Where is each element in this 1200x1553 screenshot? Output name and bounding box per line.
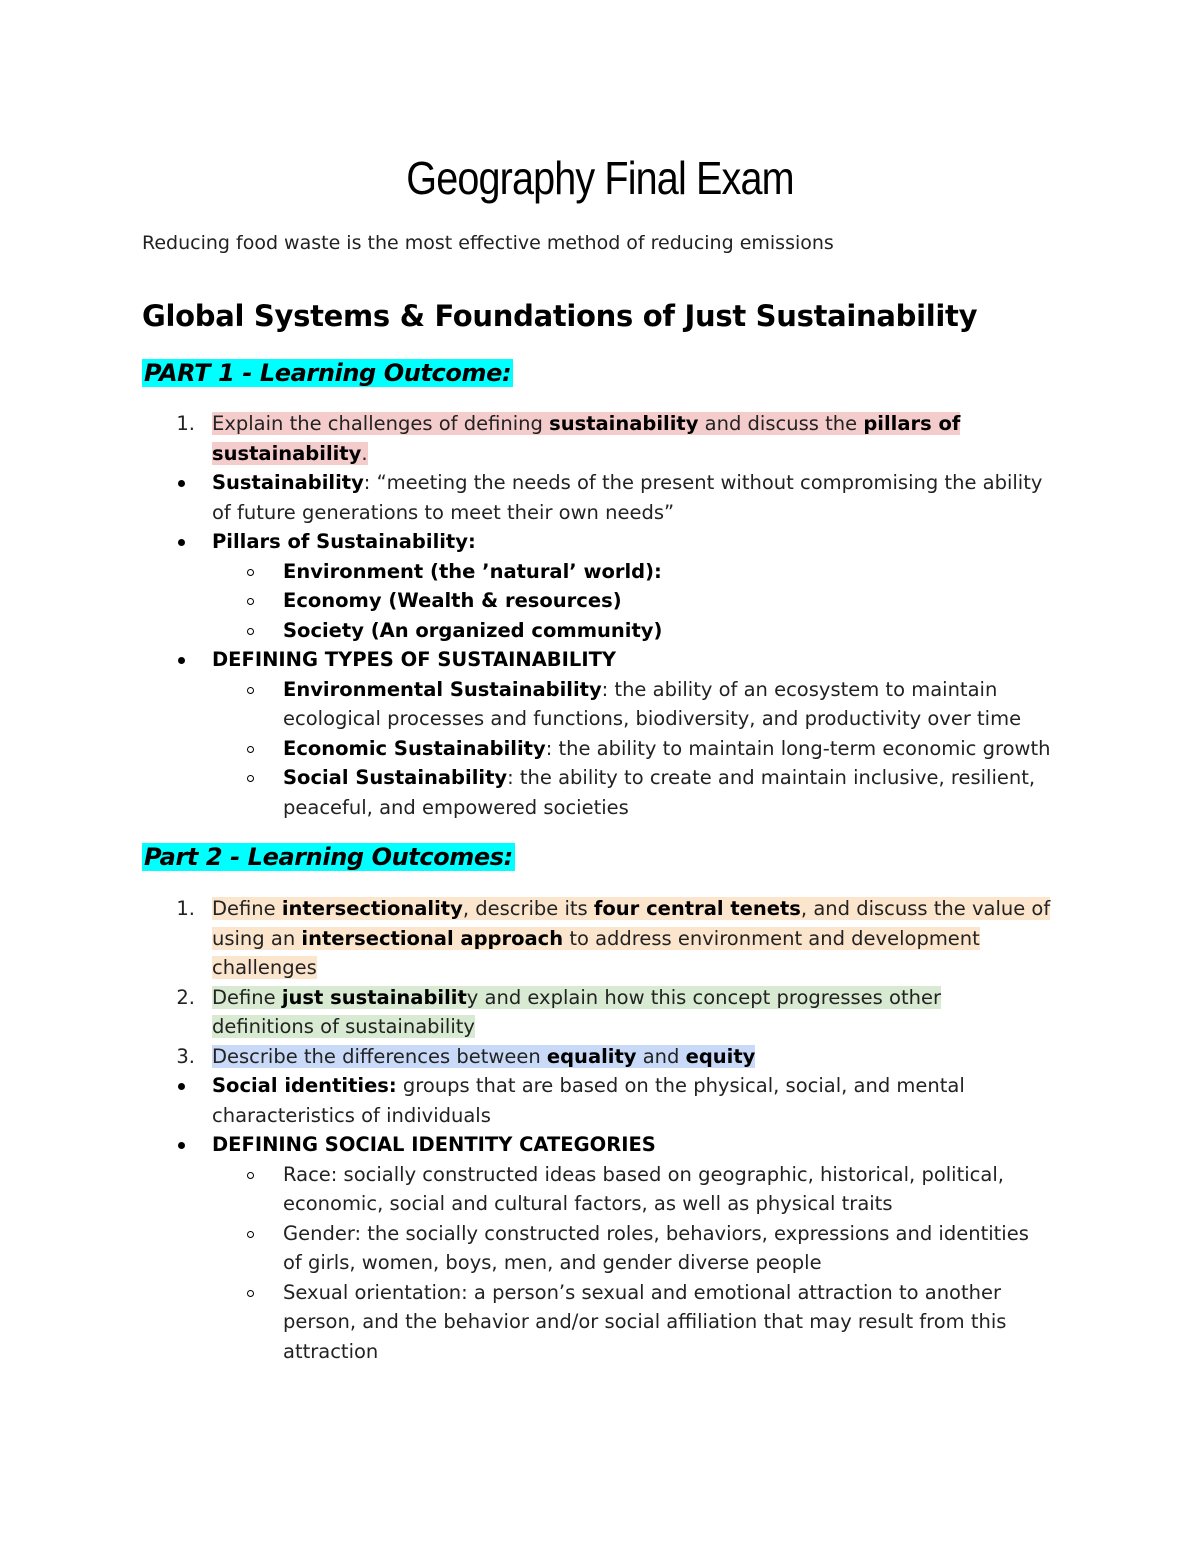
defining-types-item: DEFINING TYPES OF SUSTAINABILITY <box>0 645 1200 675</box>
bullet-icon <box>178 657 185 664</box>
bullet-circle-icon <box>247 746 254 753</box>
categories-item: DEFINING SOCIAL IDENTITY CATEGORIES <box>0 1130 1200 1160</box>
list-item: Society (An organized community) <box>0 616 1200 646</box>
part2-heading <box>142 840 515 874</box>
list-item: Social Sustainability: the ability to create and maintain inclusive, resilient, peaceful, and empowered societies <box>0 763 1200 822</box>
part2-heading-text: Part 2 - Learning Outcomes: <box>144 843 513 871</box>
list-item: Race: socially constructed ideas based on geographic, historical, political, economic, social and cultural factors, as well as physical traits <box>0 1160 1200 1219</box>
list-item: Environment (the ’natural’ world): <box>0 557 1200 587</box>
part1-list <box>0 409 1200 822</box>
social-identities-item: Social identities: groups that are based on the physical, social, and mental characteristics of individuals <box>0 1071 1200 1130</box>
list-item: Sexual orientation: a person’s sexual and emotional attraction to another person, and the behavior and/or social affiliation that may result from this attraction <box>0 1278 1200 1367</box>
bullet-circle-icon <box>247 1231 254 1238</box>
bullet-circle-icon <box>247 598 254 605</box>
bullet-circle-icon <box>247 628 254 635</box>
part2-list <box>0 894 1200 1366</box>
list-item: Environmental Sustainability: the ability of an ecosystem to maintain ecological processes and functions, biodiversity, and productivity over time <box>0 675 1200 734</box>
part2-outcome-1: 1. Define intersectionality, describe its four central tenets, and discuss the value of using an intersectional approach to address environment and development challenges <box>0 894 1200 983</box>
bullet-circle-icon <box>247 1172 254 1179</box>
pillars-item: Pillars of Sustainability: <box>0 527 1200 557</box>
outcome-line-2: sustainability. <box>212 441 368 465</box>
part1-outcome-1 <box>0 409 1200 468</box>
list-item: Economic Sustainability: the ability to maintain long-term economic growth <box>0 734 1200 764</box>
sustainability-definition: Sustainability: “meeting the needs of the present without compromising the ability of future generations to meet their own needs” <box>0 468 1200 527</box>
list-number: 1. <box>176 897 195 920</box>
bullet-circle-icon <box>247 1290 254 1297</box>
intro-text: Reducing food waste is the most effective method of reducing emissions <box>142 232 834 254</box>
list-item: Economy (Wealth & resources) <box>0 586 1200 616</box>
bullet-circle-icon <box>247 569 254 576</box>
part1-heading-text: PART 1 - Learning Outcome: <box>144 359 512 387</box>
list-number: 2. <box>176 985 195 1009</box>
outcome-line-1: Explain the challenges of defining sustainability and discuss the pillars of <box>212 412 961 435</box>
part1-heading <box>142 356 513 390</box>
bullet-circle-icon <box>247 687 254 694</box>
bullet-icon <box>178 480 185 487</box>
part2-outcome-3: 3. Describe the differences between equality and equity <box>0 1042 1200 1072</box>
part2-outcome-2: 2. Define just sustainability and explain how this concept progresses other definitions of sustainability <box>0 983 1200 1042</box>
list-item: Gender: the socially constructed roles, behaviors, expressions and identities of girls, women, boys, men, and gender diverse people <box>0 1219 1200 1278</box>
bullet-icon <box>178 539 185 546</box>
section-heading: Global Systems & Foundations of Just Sustainability <box>142 299 978 333</box>
bullet-icon <box>178 1142 185 1149</box>
page-title: Geography Final Exam <box>406 152 794 204</box>
list-number: 3. <box>176 1044 195 1068</box>
bullet-circle-icon <box>247 775 254 782</box>
bullet-icon <box>178 1083 185 1090</box>
list-number: 1. <box>176 412 195 435</box>
